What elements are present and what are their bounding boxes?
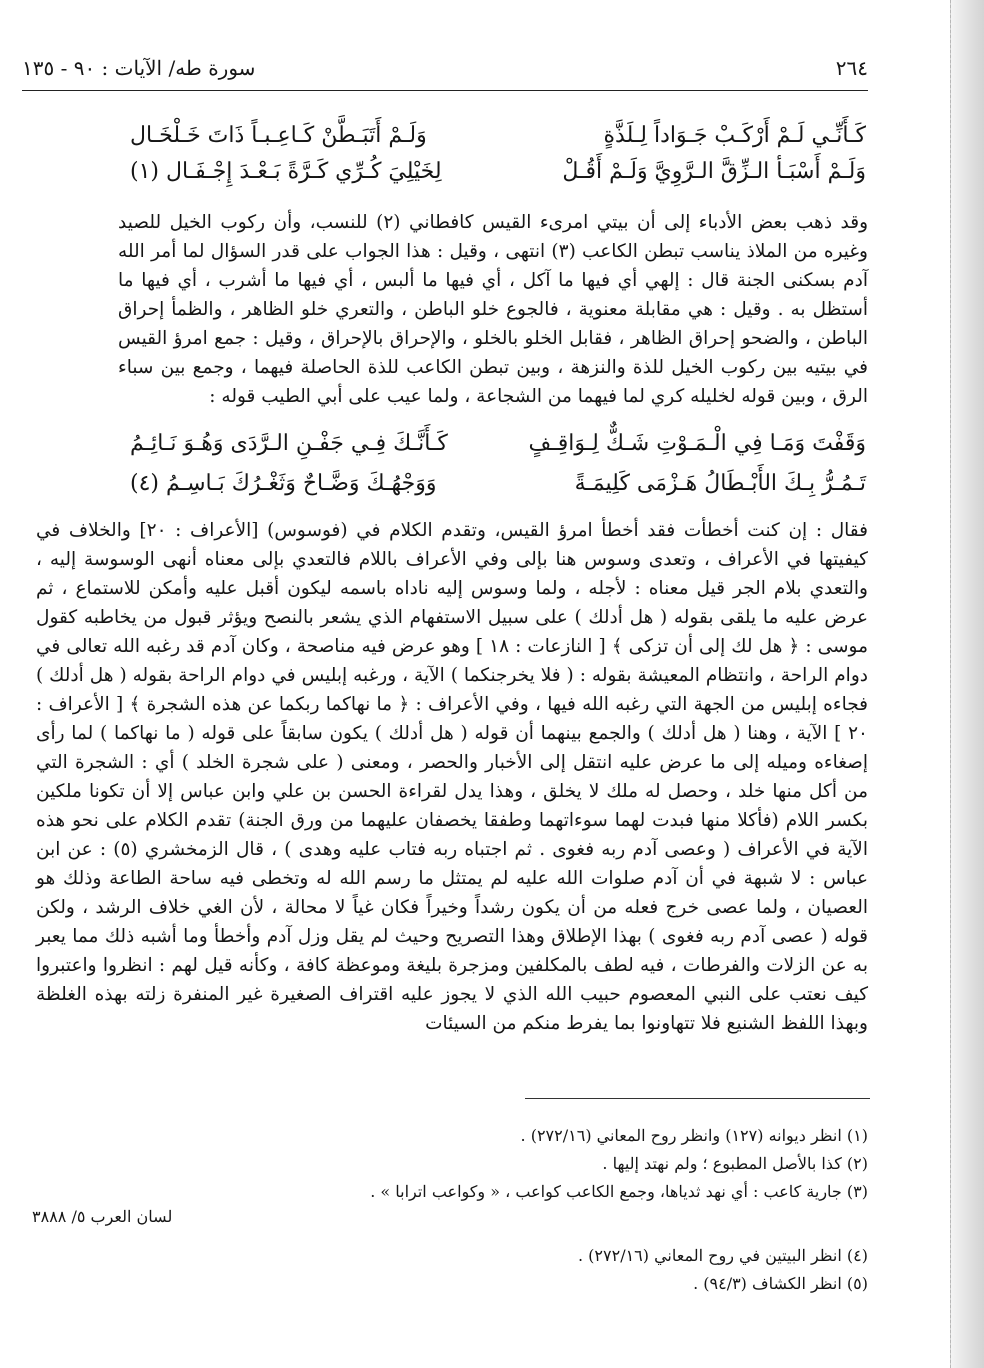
poem1-line1-right: كَـأَنِّـي لَـمْ أَرْكَـبْ جَـوَاداً لِـلَذَّةٍ bbox=[603, 123, 866, 148]
poem1-line2-right: وَلَـمْ أَسْبَـأ الـزِّقَّ الـرَّوِيَّ وَلَـمْ أَقُـلْ bbox=[562, 159, 866, 184]
poem1-line2-left: لِخَيْلِيَ كُـرِّي كَـرَّةً بَـعْـدَ إِجْـفَـال (١) bbox=[130, 159, 442, 184]
poem2-line1-left: كَـأَنَّـكَ فِـي جَفْـنِ الـرَّدَى وَهُـوَ نَـائِـمُ bbox=[130, 431, 448, 456]
handwritten-reference: لسان العرب ٥/ ٣٨٨٨ bbox=[32, 1207, 173, 1226]
paragraph-2: فقال : إن كنت أخطأت فقد أخطأ امرؤ القيس، وتقدم الكلام في (فوسوس) [الأعراف : ٢٠] والخلاف في كيفيتها في الأعراف ، وتعدى وسوس هنا بإلى وفي الأعراف باللام فالتعدي بإلى معناه أنهى الوسوسة إليه ، والتعدي بلام الجر قيل معناه : لأجله ، ولما وسوس إليه ناداه باسمه ليكون أقبل عليه وأمكن للاستماع ، ثم عرض عليه ما يلقى بقوله ( هل أدلك ) على سبيل الاستفهام الذي يشعر بالنصح ويؤثر قبول من يخاطبه كقول موسى : ﴿ هل لك إلى أن تزكى ﴾ [ النازعات : ١٨ ] وهو عرض فيه مناصحة ، وكان آدم قد رغبه الله تعالى في دوام الراحة ، وانتظام المعيشة بقوله : ( فلا يخرجنكما ) الآية ، ورغبه إبليس في دوام الراحة بقوله ( هل أدلك ) فجاءه إبليس من الجهة التي رغبه الله فيها ، وفي الأعراف : ﴿ ما نهاكما ربكما عن هذه الشجرة ﴾ [ الأعراف : ٢٠ ] الآية ، وهنا ( هل أدلك ) والجمع بينهما أن قوله ( هل أدلك ) يكون سابقاً على قوله ( ما نهاكما ) لما رأى إصغاءه وميله إلى ما عرض عليه انتقل إلى الأخبار والحصر ، ومعنى ( على شجرة الخلد ) أي : الشجرة التي من أكل منها خلد ، وحصل له ملك لا يخلق ، وهذا يدل لقراءة الحسن بن علي وابن عباس إلا أن تكونا ملكين بكسر اللام (فأكلا منها فبدت لهما سوءاتهما وطفقا يخصفان عليهما من ورق الجنة) تقدم الكلام على نحو هذه الآية في الأعراف ( وعصى آدم ربه فغوى . ثم اجتباه ربه فتاب عليه وهدى ) ، قال الزمخشري (٥) : عن ابن عباس : لا شبهة في أن آدم صلوات الله عليه لم يمتثل ما رسم الله له وتخطى فيه ساحة الطاعة وذلك هو العصيان ، ولما عصى خرج فعله من أن يكون رشداً وخيراً فكان غياً لا محالة ، لأن الغي خلاف الرشد ، ولكن قوله ( عصى آدم ربه فغوى ) بهذا الإطلاق وهذا التصريح وحيث لم يقل وزل آدم وأخطأ وما أشبه ذلك مما يعبر به عن الزلات والفرطات ، فيه لطف بالمكلفين ومزجرة بليغة وموعظة كافة ، وكأنه قيل لهم : انظروا واعتبروا كيف نعتب على النبي المعصوم حبيب الله الذي لا يجوز عليه اقتراف الصغيرة غير المنفرة زلته بهذه الغلظة وبهذا اللفظ الشنيع فلا تتهاونوا بما يفرط منكم من السيئات bbox=[36, 520, 869, 1034]
footnote-2: (٢) كذا بالأصل المطبوع ؛ ولم نهتد إليها . bbox=[602, 1154, 868, 1173]
poem2-line2-right: تَـمُـرُّ بِـكَ الأَبْـطَالُ هَـزْمَى كَلِيمَـةً bbox=[574, 471, 866, 496]
footnote-1: (١) انظر ديوانه (١٢٧) وانظر روح المعاني (٢٧٢/١٦) . bbox=[520, 1126, 868, 1145]
poem1-line1-left: وَلَـمْ أَتَبَـطَّنْ كَـاعِـبـاً ذَاتَ خَـلْخَـال bbox=[130, 123, 427, 148]
footnote-3: (٣) جارية كاعب : أي نهد ثدياها، وجمع الكاعب كواعب ، « وكواعب اترابا » . bbox=[370, 1182, 868, 1201]
poem2-line2-left: وَوَجْهُـكَ وَضَّـاحٌ وَثَغْـرُكَ بَـاسِـمُ (٤) bbox=[130, 471, 437, 496]
page-number: ٢٦٤ bbox=[835, 56, 868, 80]
footnote-4: (٤) انظر البيتين في روح المعاني (٢٧٢/١٦) . bbox=[577, 1246, 868, 1265]
surah-title: سورة طه/ الآيات : ٩٠ - ١٣٥ bbox=[22, 56, 256, 80]
footnote-rule bbox=[525, 1098, 870, 1099]
header-rule bbox=[22, 90, 868, 91]
binding-edge bbox=[950, 0, 984, 1368]
poem2-line1-right: وَقَفْتَ وَمَـا فِي الْـمَـوْتِ شَـكٌّ لِـوَاقِـفٍ bbox=[528, 431, 866, 456]
paragraph-1: وقد ذهب بعض الأدباء إلى أن بيتي امرىء القيس كافطاني (٢) للنسب، وأن ركوب الخيل للصيد وغيره من الملاذ يناسب تبطن الكاعب (٣) انتهى ، وقيل : هذا الجواب على قدر السؤال لما أمر الله آدم بسكنى الجنة قال : إلهي أي فيها ما آكل ، أي فيها ما ألبس ، أي فيها ما أشرب ، أي فيها ما أستظل به . وقيل : هي مقابلة معنوية ، فالجوع خلو الباطن ، والتعري خلو الظاهر ، والظمأ إحراق الباطن ، والضحو إحراق الظاهر ، فقابل الخلو بالخلو ، والإحراق بالإحراق ، وقيل : جمع امرؤ القيس في بيتيه بين ركوب الخيل للذة والنزهة ، وبين تبطن الكاعب للذة الحاصلة فيهما ، وجمع بين سباء الرق ، وبين قوله لخليله كري لما فيهما من الشجاعة ، ولما عيب على أبي الطيب قوله : bbox=[118, 212, 869, 407]
page-header bbox=[22, 56, 868, 90]
footnote-5: (٥) انظر الكشاف (٩٤/٣) . bbox=[693, 1274, 868, 1293]
